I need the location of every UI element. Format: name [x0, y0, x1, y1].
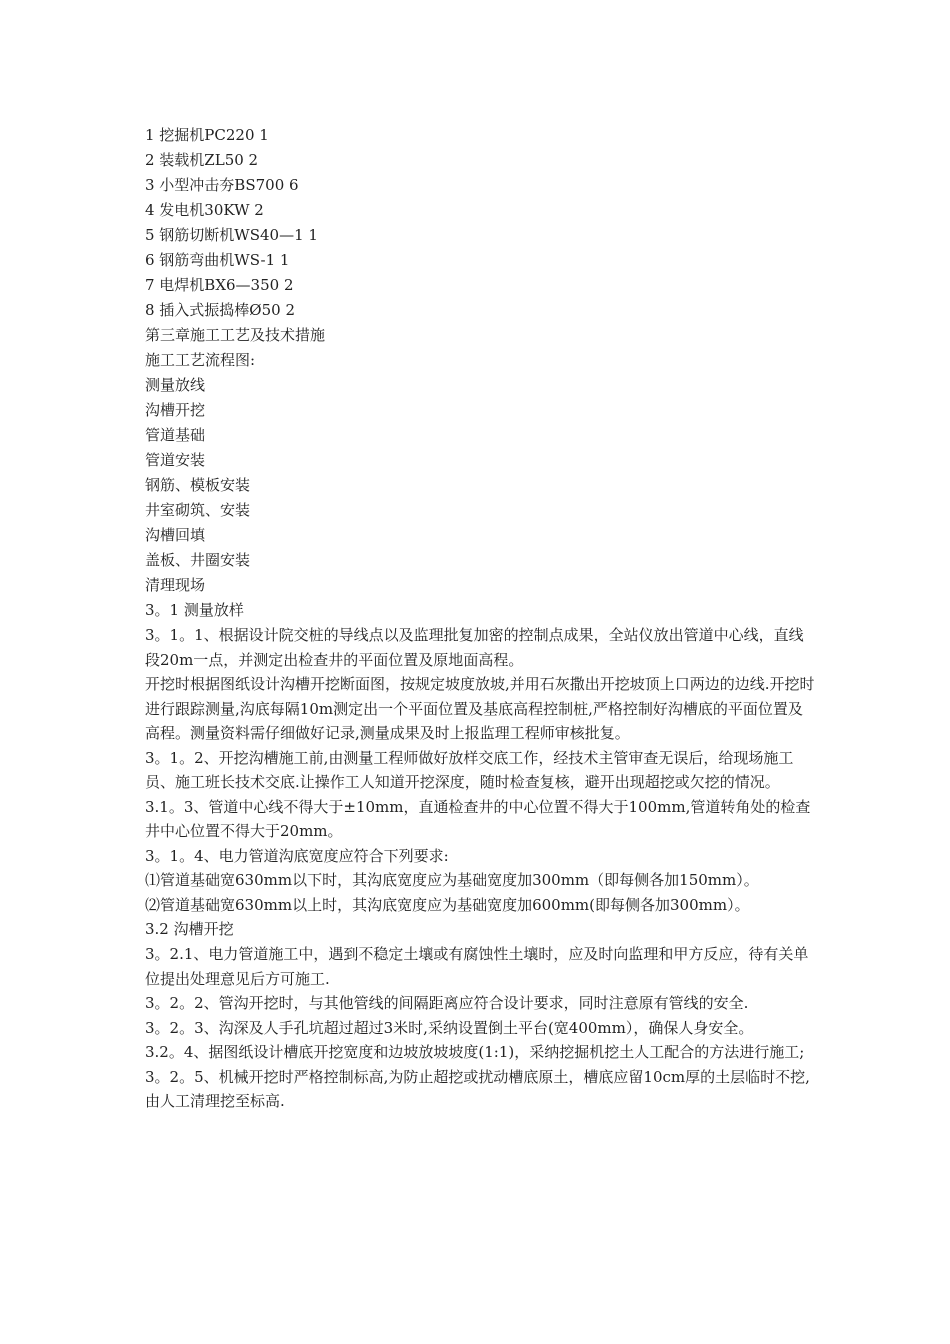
- equipment-item: 2 装载机ZL50 2: [145, 151, 259, 169]
- equipment-item: 7 电焊机BX6—350 2: [145, 276, 294, 294]
- paragraph: 3.1。3、管道中心线不得大于±10mm，直通检查井的中心位置不得大于100mm,管道转角处的检查井中心位置不得大于20mm。: [145, 797, 811, 840]
- flow-step: 钢筋、模板安装: [145, 476, 251, 494]
- paragraph: ⑴管道基础宽630mm以下时，其沟底宽度应为基础宽度加300mm（即每侧各加150mm）。: [145, 871, 759, 889]
- flow-step: 沟槽开挖: [145, 401, 206, 419]
- section-heading: 3.2 沟槽开挖: [145, 920, 234, 938]
- flow-step: 管道安装: [145, 451, 206, 469]
- flow-step: 测量放线: [145, 376, 206, 394]
- flow-step: 盖板、井圈安装: [145, 551, 251, 569]
- paragraph: 3.2。4、据图纸设计槽底开挖宽度和边坡放坡坡度(1:1)，采纳挖掘机挖土人工配合的方法进行施工;: [145, 1043, 805, 1061]
- equipment-item: 4 发电机30KW 2: [145, 201, 264, 219]
- flow-step: 清理现场: [145, 576, 206, 594]
- equipment-item: 1 挖掘机PC220 1: [145, 126, 269, 144]
- equipment-item: 3 小型冲击夯BS700 6: [145, 176, 299, 194]
- flow-step: 管道基础: [145, 426, 206, 444]
- paragraph: 3。1。2、开挖沟槽施工前,由测量工程师做好放样交底工作，经技术主管审查无误后，给现场施工员、施工班长技术交底.让操作工人知道开挖深度，随时检查复核，避开出现超挖或欠挖的情况。: [145, 748, 794, 791]
- flow-step: 沟槽回填: [145, 526, 206, 544]
- section-heading: 3。1 测量放样: [145, 601, 244, 619]
- paragraph: 3。2.1、电力管道施工中，遇到不稳定土壤或有腐蚀性土壤时，应及时向监理和甲方反应，待有关单位提出处理意见后方可施工.: [145, 945, 809, 988]
- paragraph: 开挖时根据图纸设计沟槽开挖断面图，按规定坡度放坡,并用石灰撒出开挖坡顶上口两边的边线.开挖时进行跟踪测量,沟底每隔10m测定出一个平面位置及基底高程控制桩,严格控制好沟槽底的平面位置及高程。测量资料需仔细做好记录,测量成果及时上报监理工程师审核批复。: [145, 675, 815, 742]
- paragraph: 3。2。2、管沟开挖时，与其他管线的间隔距离应符合设计要求，同时注意原有管线的安全.: [145, 994, 749, 1012]
- document-body: [145, 123, 817, 1114]
- equipment-item: 6 钢筋弯曲机WS-1 1: [145, 251, 290, 269]
- flow-step: 井室砌筑、安装: [145, 501, 251, 519]
- paragraph: 3。2。5、机械开挖时严格控制标高,为防止超挖或扰动槽底原土，槽底应留10cm厚的土层临时不挖,由人工清理挖至标高.: [145, 1067, 810, 1110]
- equipment-item: 8 插入式振捣棒Ø50 2: [145, 301, 296, 319]
- chapter-title: 第三章施工工艺及技术措施: [145, 326, 326, 344]
- section-3-2: [145, 917, 817, 1114]
- section-3-1: [145, 598, 817, 917]
- paragraph: ⑵管道基础宽630mm以上时，其沟底宽度应为基础宽度加600mm(即每侧各加300mm）。: [145, 895, 750, 914]
- equipment-list: [145, 123, 817, 323]
- flow-title: 施工工艺流程图:: [145, 351, 256, 369]
- flow-steps: [145, 373, 817, 598]
- paragraph: 3。1。1、根据设计院交桩的导线点以及监理批复加密的控制点成果，全站仪放出管道中心线，直线段20m一点，并测定出检查井的平面位置及原地面高程。: [145, 626, 804, 669]
- equipment-item: 5 钢筋切断机WS40—1 1: [145, 226, 318, 244]
- paragraph: 3。2。3、沟深及人手孔坑超过超过3米时,采纳设置倒土平台(宽400mm），确保人身安全。: [145, 1018, 754, 1037]
- paragraph: 3。1。4、电力管道沟底宽度应符合下列要求:: [145, 846, 449, 865]
